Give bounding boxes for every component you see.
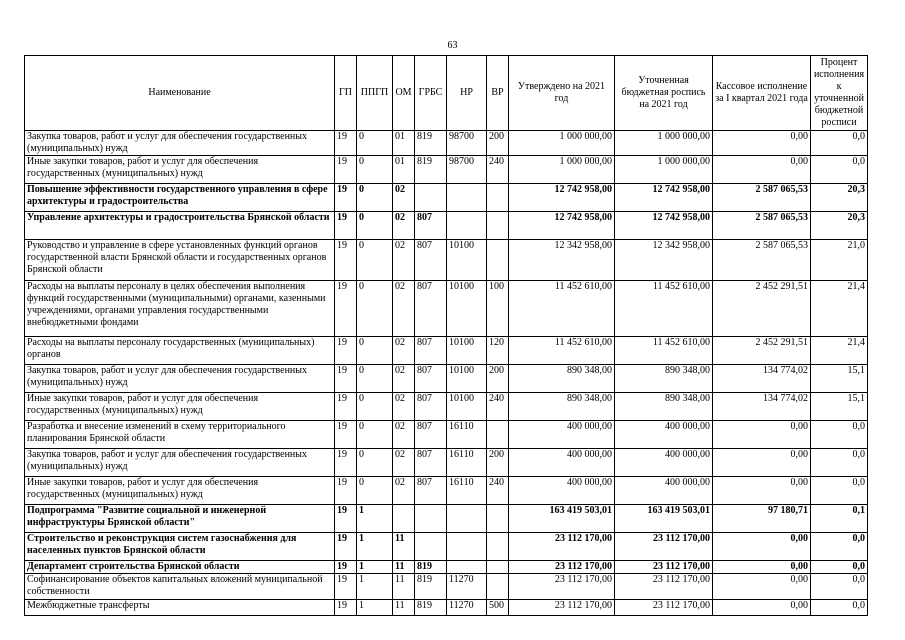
cell-percent: 21,0 bbox=[811, 240, 868, 281]
cell-ppgp: 0 bbox=[357, 337, 393, 365]
cell-gp: 19 bbox=[335, 505, 357, 533]
cell-grbs: 819 bbox=[415, 600, 447, 616]
cell-ppgp: 0 bbox=[357, 184, 393, 212]
cell-percent: 21,4 bbox=[811, 281, 868, 337]
cell-gp: 19 bbox=[335, 365, 357, 393]
cell-gp: 19 bbox=[335, 240, 357, 281]
cell-name: Иные закупки товаров, работ и услуг для обеспечения государственных (муниципальных) нужд bbox=[25, 393, 335, 421]
table-row bbox=[25, 212, 868, 240]
cell-approved: 12 742 958,00 bbox=[509, 212, 615, 240]
cell-refined: 163 419 503,01 bbox=[615, 505, 713, 533]
cell-om: 02 bbox=[393, 477, 415, 505]
header-np: НР bbox=[447, 56, 487, 131]
header-name: Наименование bbox=[25, 56, 335, 131]
cell-np: 10100 bbox=[447, 337, 487, 365]
cell-ppgp: 1 bbox=[357, 533, 393, 561]
cell-name: Иные закупки товаров, работ и услуг для обеспечения государственных (муниципальных) нужд bbox=[25, 477, 335, 505]
cell-om: 02 bbox=[393, 393, 415, 421]
cell-name: Повышение эффективности государственного управления в сфере архитектуры и градостроительства bbox=[25, 184, 335, 212]
table-row bbox=[25, 393, 868, 421]
cell-percent: 0,0 bbox=[811, 561, 868, 574]
cell-grbs: 807 bbox=[415, 365, 447, 393]
cell-percent: 0,0 bbox=[811, 574, 868, 600]
cell-vr bbox=[487, 240, 509, 281]
cell-om: 02 bbox=[393, 449, 415, 477]
cell-om bbox=[393, 505, 415, 533]
cell-cash: 0,00 bbox=[713, 449, 811, 477]
header-percent: Процент исполнения к уточненной бюджетной росписи bbox=[811, 56, 868, 131]
cell-cash: 0,00 bbox=[713, 574, 811, 600]
cell-vr bbox=[487, 421, 509, 449]
cell-om: 11 bbox=[393, 533, 415, 561]
table-body bbox=[25, 131, 868, 616]
table-row bbox=[25, 533, 868, 561]
cell-grbs: 807 bbox=[415, 337, 447, 365]
table-row bbox=[25, 561, 868, 574]
table-row bbox=[25, 240, 868, 281]
cell-gp: 19 bbox=[335, 337, 357, 365]
cell-refined: 23 112 170,00 bbox=[615, 600, 713, 616]
cell-cash: 0,00 bbox=[713, 533, 811, 561]
cell-grbs: 807 bbox=[415, 281, 447, 337]
cell-approved: 400 000,00 bbox=[509, 421, 615, 449]
cell-gp: 19 bbox=[335, 421, 357, 449]
cell-refined: 11 452 610,00 bbox=[615, 337, 713, 365]
cell-ppgp: 1 bbox=[357, 600, 393, 616]
cell-np bbox=[447, 212, 487, 240]
cell-om: 01 bbox=[393, 131, 415, 156]
cell-om: 02 bbox=[393, 281, 415, 337]
cell-percent: 15,1 bbox=[811, 393, 868, 421]
cell-gp: 19 bbox=[335, 574, 357, 600]
cell-om: 01 bbox=[393, 156, 415, 184]
cell-np bbox=[447, 533, 487, 561]
header-ppgp: ППГП bbox=[357, 56, 393, 131]
cell-np: 98700 bbox=[447, 156, 487, 184]
cell-vr: 200 bbox=[487, 131, 509, 156]
cell-cash: 2 452 291,51 bbox=[713, 281, 811, 337]
cell-np bbox=[447, 184, 487, 212]
cell-grbs: 807 bbox=[415, 477, 447, 505]
cell-grbs: 819 bbox=[415, 156, 447, 184]
cell-refined: 12 742 958,00 bbox=[615, 212, 713, 240]
cell-ppgp: 0 bbox=[357, 212, 393, 240]
table-row bbox=[25, 600, 868, 616]
cell-om: 02 bbox=[393, 365, 415, 393]
header-gp: ГП bbox=[335, 56, 357, 131]
cell-vr: 100 bbox=[487, 281, 509, 337]
cell-percent: 0,0 bbox=[811, 131, 868, 156]
cell-name: Закупка товаров, работ и услуг для обеспечения государственных (муниципальных) нужд bbox=[25, 449, 335, 477]
cell-grbs: 807 bbox=[415, 393, 447, 421]
table-row bbox=[25, 184, 868, 212]
cell-gp: 19 bbox=[335, 212, 357, 240]
cell-name: Разработка и внесение изменений в схему территориального планирования Брянской области bbox=[25, 421, 335, 449]
table-row bbox=[25, 365, 868, 393]
cell-cash: 2 587 065,53 bbox=[713, 184, 811, 212]
cell-cash: 97 180,71 bbox=[713, 505, 811, 533]
cell-vr bbox=[487, 212, 509, 240]
table-row bbox=[25, 505, 868, 533]
cell-ppgp: 0 bbox=[357, 240, 393, 281]
cell-cash: 0,00 bbox=[713, 561, 811, 574]
cell-np: 11270 bbox=[447, 600, 487, 616]
cell-np: 16110 bbox=[447, 421, 487, 449]
cell-ppgp: 0 bbox=[357, 156, 393, 184]
cell-vr bbox=[487, 184, 509, 212]
cell-approved: 12 742 958,00 bbox=[509, 184, 615, 212]
cell-cash: 0,00 bbox=[713, 156, 811, 184]
cell-approved: 890 348,00 bbox=[509, 365, 615, 393]
cell-om: 11 bbox=[393, 574, 415, 600]
cell-name: Управление архитектуры и градостроительства Брянской области bbox=[25, 212, 335, 240]
cell-ppgp: 0 bbox=[357, 131, 393, 156]
cell-grbs bbox=[415, 184, 447, 212]
cell-refined: 400 000,00 bbox=[615, 421, 713, 449]
cell-om: 02 bbox=[393, 240, 415, 281]
cell-om: 11 bbox=[393, 561, 415, 574]
cell-om: 02 bbox=[393, 421, 415, 449]
cell-vr: 500 bbox=[487, 600, 509, 616]
cell-name: Департамент строительства Брянской области bbox=[25, 561, 335, 574]
cell-cash: 134 774,02 bbox=[713, 393, 811, 421]
cell-cash: 0,00 bbox=[713, 477, 811, 505]
cell-grbs: 819 bbox=[415, 574, 447, 600]
cell-name: Руководство и управление в сфере установленных функций органов государственной власти Брянской области и государственных органов Брянской области bbox=[25, 240, 335, 281]
cell-om: 02 bbox=[393, 212, 415, 240]
table-row bbox=[25, 477, 868, 505]
cell-approved: 1 000 000,00 bbox=[509, 131, 615, 156]
cell-name: Софинансирование объектов капитальных вложений муниципальной собственности bbox=[25, 574, 335, 600]
cell-approved: 890 348,00 bbox=[509, 393, 615, 421]
cell-grbs bbox=[415, 505, 447, 533]
cell-np: 11270 bbox=[447, 574, 487, 600]
cell-refined: 890 348,00 bbox=[615, 365, 713, 393]
table-row bbox=[25, 281, 868, 337]
budget-table bbox=[24, 55, 868, 616]
cell-approved: 400 000,00 bbox=[509, 477, 615, 505]
cell-refined: 23 112 170,00 bbox=[615, 574, 713, 600]
cell-refined: 890 348,00 bbox=[615, 393, 713, 421]
cell-approved: 23 112 170,00 bbox=[509, 561, 615, 574]
cell-om: 02 bbox=[393, 337, 415, 365]
cell-ppgp: 0 bbox=[357, 365, 393, 393]
cell-name: Закупка товаров, работ и услуг для обеспечения государственных (муниципальных) нужд bbox=[25, 131, 335, 156]
cell-np: 98700 bbox=[447, 131, 487, 156]
cell-vr: 240 bbox=[487, 477, 509, 505]
cell-percent: 0,0 bbox=[811, 156, 868, 184]
header-cash: Кассовое исполнение за I квартал 2021 года bbox=[713, 56, 811, 131]
cell-cash: 2 452 291,51 bbox=[713, 337, 811, 365]
cell-percent: 0,0 bbox=[811, 421, 868, 449]
cell-cash: 0,00 bbox=[713, 600, 811, 616]
cell-cash: 2 587 065,53 bbox=[713, 240, 811, 281]
cell-vr: 200 bbox=[487, 365, 509, 393]
cell-name: Межбюджетные трансферты bbox=[25, 600, 335, 616]
cell-name: Иные закупки товаров, работ и услуг для обеспечения государственных (муниципальных) нужд bbox=[25, 156, 335, 184]
cell-approved: 163 419 503,01 bbox=[509, 505, 615, 533]
cell-approved: 12 342 958,00 bbox=[509, 240, 615, 281]
header-refined: Уточненная бюджетная роспись на 2021 год bbox=[615, 56, 713, 131]
cell-percent: 20,3 bbox=[811, 212, 868, 240]
cell-np bbox=[447, 561, 487, 574]
table-row bbox=[25, 574, 868, 600]
cell-percent: 20,3 bbox=[811, 184, 868, 212]
cell-name: Закупка товаров, работ и услуг для обеспечения государственных (муниципальных) нужд bbox=[25, 365, 335, 393]
cell-percent: 0,1 bbox=[811, 505, 868, 533]
header-om: ОМ bbox=[393, 56, 415, 131]
cell-approved: 23 112 170,00 bbox=[509, 574, 615, 600]
cell-ppgp: 1 bbox=[357, 505, 393, 533]
table-row bbox=[25, 449, 868, 477]
header-vr: ВР bbox=[487, 56, 509, 131]
cell-refined: 23 112 170,00 bbox=[615, 533, 713, 561]
cell-np: 10100 bbox=[447, 240, 487, 281]
cell-refined: 400 000,00 bbox=[615, 449, 713, 477]
cell-refined: 23 112 170,00 bbox=[615, 561, 713, 574]
cell-percent: 0,0 bbox=[811, 600, 868, 616]
cell-gp: 19 bbox=[335, 393, 357, 421]
cell-percent: 0,0 bbox=[811, 533, 868, 561]
cell-ppgp: 0 bbox=[357, 421, 393, 449]
cell-gp: 19 bbox=[335, 600, 357, 616]
cell-gp: 19 bbox=[335, 131, 357, 156]
cell-grbs: 807 bbox=[415, 449, 447, 477]
cell-np: 16110 bbox=[447, 477, 487, 505]
cell-np: 10100 bbox=[447, 393, 487, 421]
table-row bbox=[25, 156, 868, 184]
cell-ppgp: 0 bbox=[357, 281, 393, 337]
cell-gp: 19 bbox=[335, 156, 357, 184]
cell-gp: 19 bbox=[335, 477, 357, 505]
table-row bbox=[25, 421, 868, 449]
cell-vr bbox=[487, 561, 509, 574]
cell-name: Строительство и реконструкция систем газоснабжения для населенных пунктов Брянской области bbox=[25, 533, 335, 561]
cell-vr: 240 bbox=[487, 156, 509, 184]
cell-refined: 11 452 610,00 bbox=[615, 281, 713, 337]
cell-cash: 134 774,02 bbox=[713, 365, 811, 393]
cell-vr: 200 bbox=[487, 449, 509, 477]
cell-ppgp: 0 bbox=[357, 393, 393, 421]
cell-refined: 12 342 958,00 bbox=[615, 240, 713, 281]
cell-gp: 19 bbox=[335, 449, 357, 477]
header-grbs: ГРБС bbox=[415, 56, 447, 131]
cell-gp: 19 bbox=[335, 533, 357, 561]
cell-approved: 400 000,00 bbox=[509, 449, 615, 477]
cell-refined: 12 742 958,00 bbox=[615, 184, 713, 212]
cell-cash: 0,00 bbox=[713, 421, 811, 449]
cell-grbs: 807 bbox=[415, 240, 447, 281]
cell-grbs bbox=[415, 533, 447, 561]
cell-name: Расходы на выплаты персоналу государственных (муниципальных) органов bbox=[25, 337, 335, 365]
header-approved: Утверждено на 2021 год bbox=[509, 56, 615, 131]
page-number: 63 bbox=[447, 40, 458, 51]
cell-grbs: 807 bbox=[415, 212, 447, 240]
table-header-row bbox=[25, 56, 868, 131]
cell-grbs: 819 bbox=[415, 561, 447, 574]
cell-np: 10100 bbox=[447, 365, 487, 393]
cell-vr bbox=[487, 533, 509, 561]
cell-np: 16110 bbox=[447, 449, 487, 477]
cell-approved: 1 000 000,00 bbox=[509, 156, 615, 184]
cell-refined: 1 000 000,00 bbox=[615, 131, 713, 156]
cell-refined: 400 000,00 bbox=[615, 477, 713, 505]
cell-name: Расходы на выплаты персоналу в целях обеспечения выполнения функций государственными (муниципальными) органами, казенными учреждениями, органами управления государственными внебюджетными фондами bbox=[25, 281, 335, 337]
cell-vr bbox=[487, 574, 509, 600]
cell-ppgp: 1 bbox=[357, 561, 393, 574]
cell-ppgp: 1 bbox=[357, 574, 393, 600]
cell-approved: 11 452 610,00 bbox=[509, 281, 615, 337]
cell-cash: 0,00 bbox=[713, 131, 811, 156]
cell-vr: 120 bbox=[487, 337, 509, 365]
cell-cash: 2 587 065,53 bbox=[713, 212, 811, 240]
cell-refined: 1 000 000,00 bbox=[615, 156, 713, 184]
cell-gp: 19 bbox=[335, 561, 357, 574]
cell-grbs: 819 bbox=[415, 131, 447, 156]
cell-gp: 19 bbox=[335, 281, 357, 337]
cell-name: Подпрограмма "Развитие социальной и инженерной инфраструктуры Брянской области" bbox=[25, 505, 335, 533]
table-row bbox=[25, 337, 868, 365]
cell-vr bbox=[487, 505, 509, 533]
cell-grbs: 807 bbox=[415, 421, 447, 449]
cell-np: 10100 bbox=[447, 281, 487, 337]
cell-percent: 21,4 bbox=[811, 337, 868, 365]
cell-approved: 11 452 610,00 bbox=[509, 337, 615, 365]
cell-percent: 0,0 bbox=[811, 449, 868, 477]
cell-om: 11 bbox=[393, 600, 415, 616]
cell-om: 02 bbox=[393, 184, 415, 212]
table-row bbox=[25, 131, 868, 156]
cell-percent: 0,0 bbox=[811, 477, 868, 505]
cell-vr: 240 bbox=[487, 393, 509, 421]
cell-ppgp: 0 bbox=[357, 449, 393, 477]
cell-ppgp: 0 bbox=[357, 477, 393, 505]
cell-approved: 23 112 170,00 bbox=[509, 600, 615, 616]
cell-percent: 15,1 bbox=[811, 365, 868, 393]
cell-gp: 19 bbox=[335, 184, 357, 212]
cell-approved: 23 112 170,00 bbox=[509, 533, 615, 561]
cell-np bbox=[447, 505, 487, 533]
